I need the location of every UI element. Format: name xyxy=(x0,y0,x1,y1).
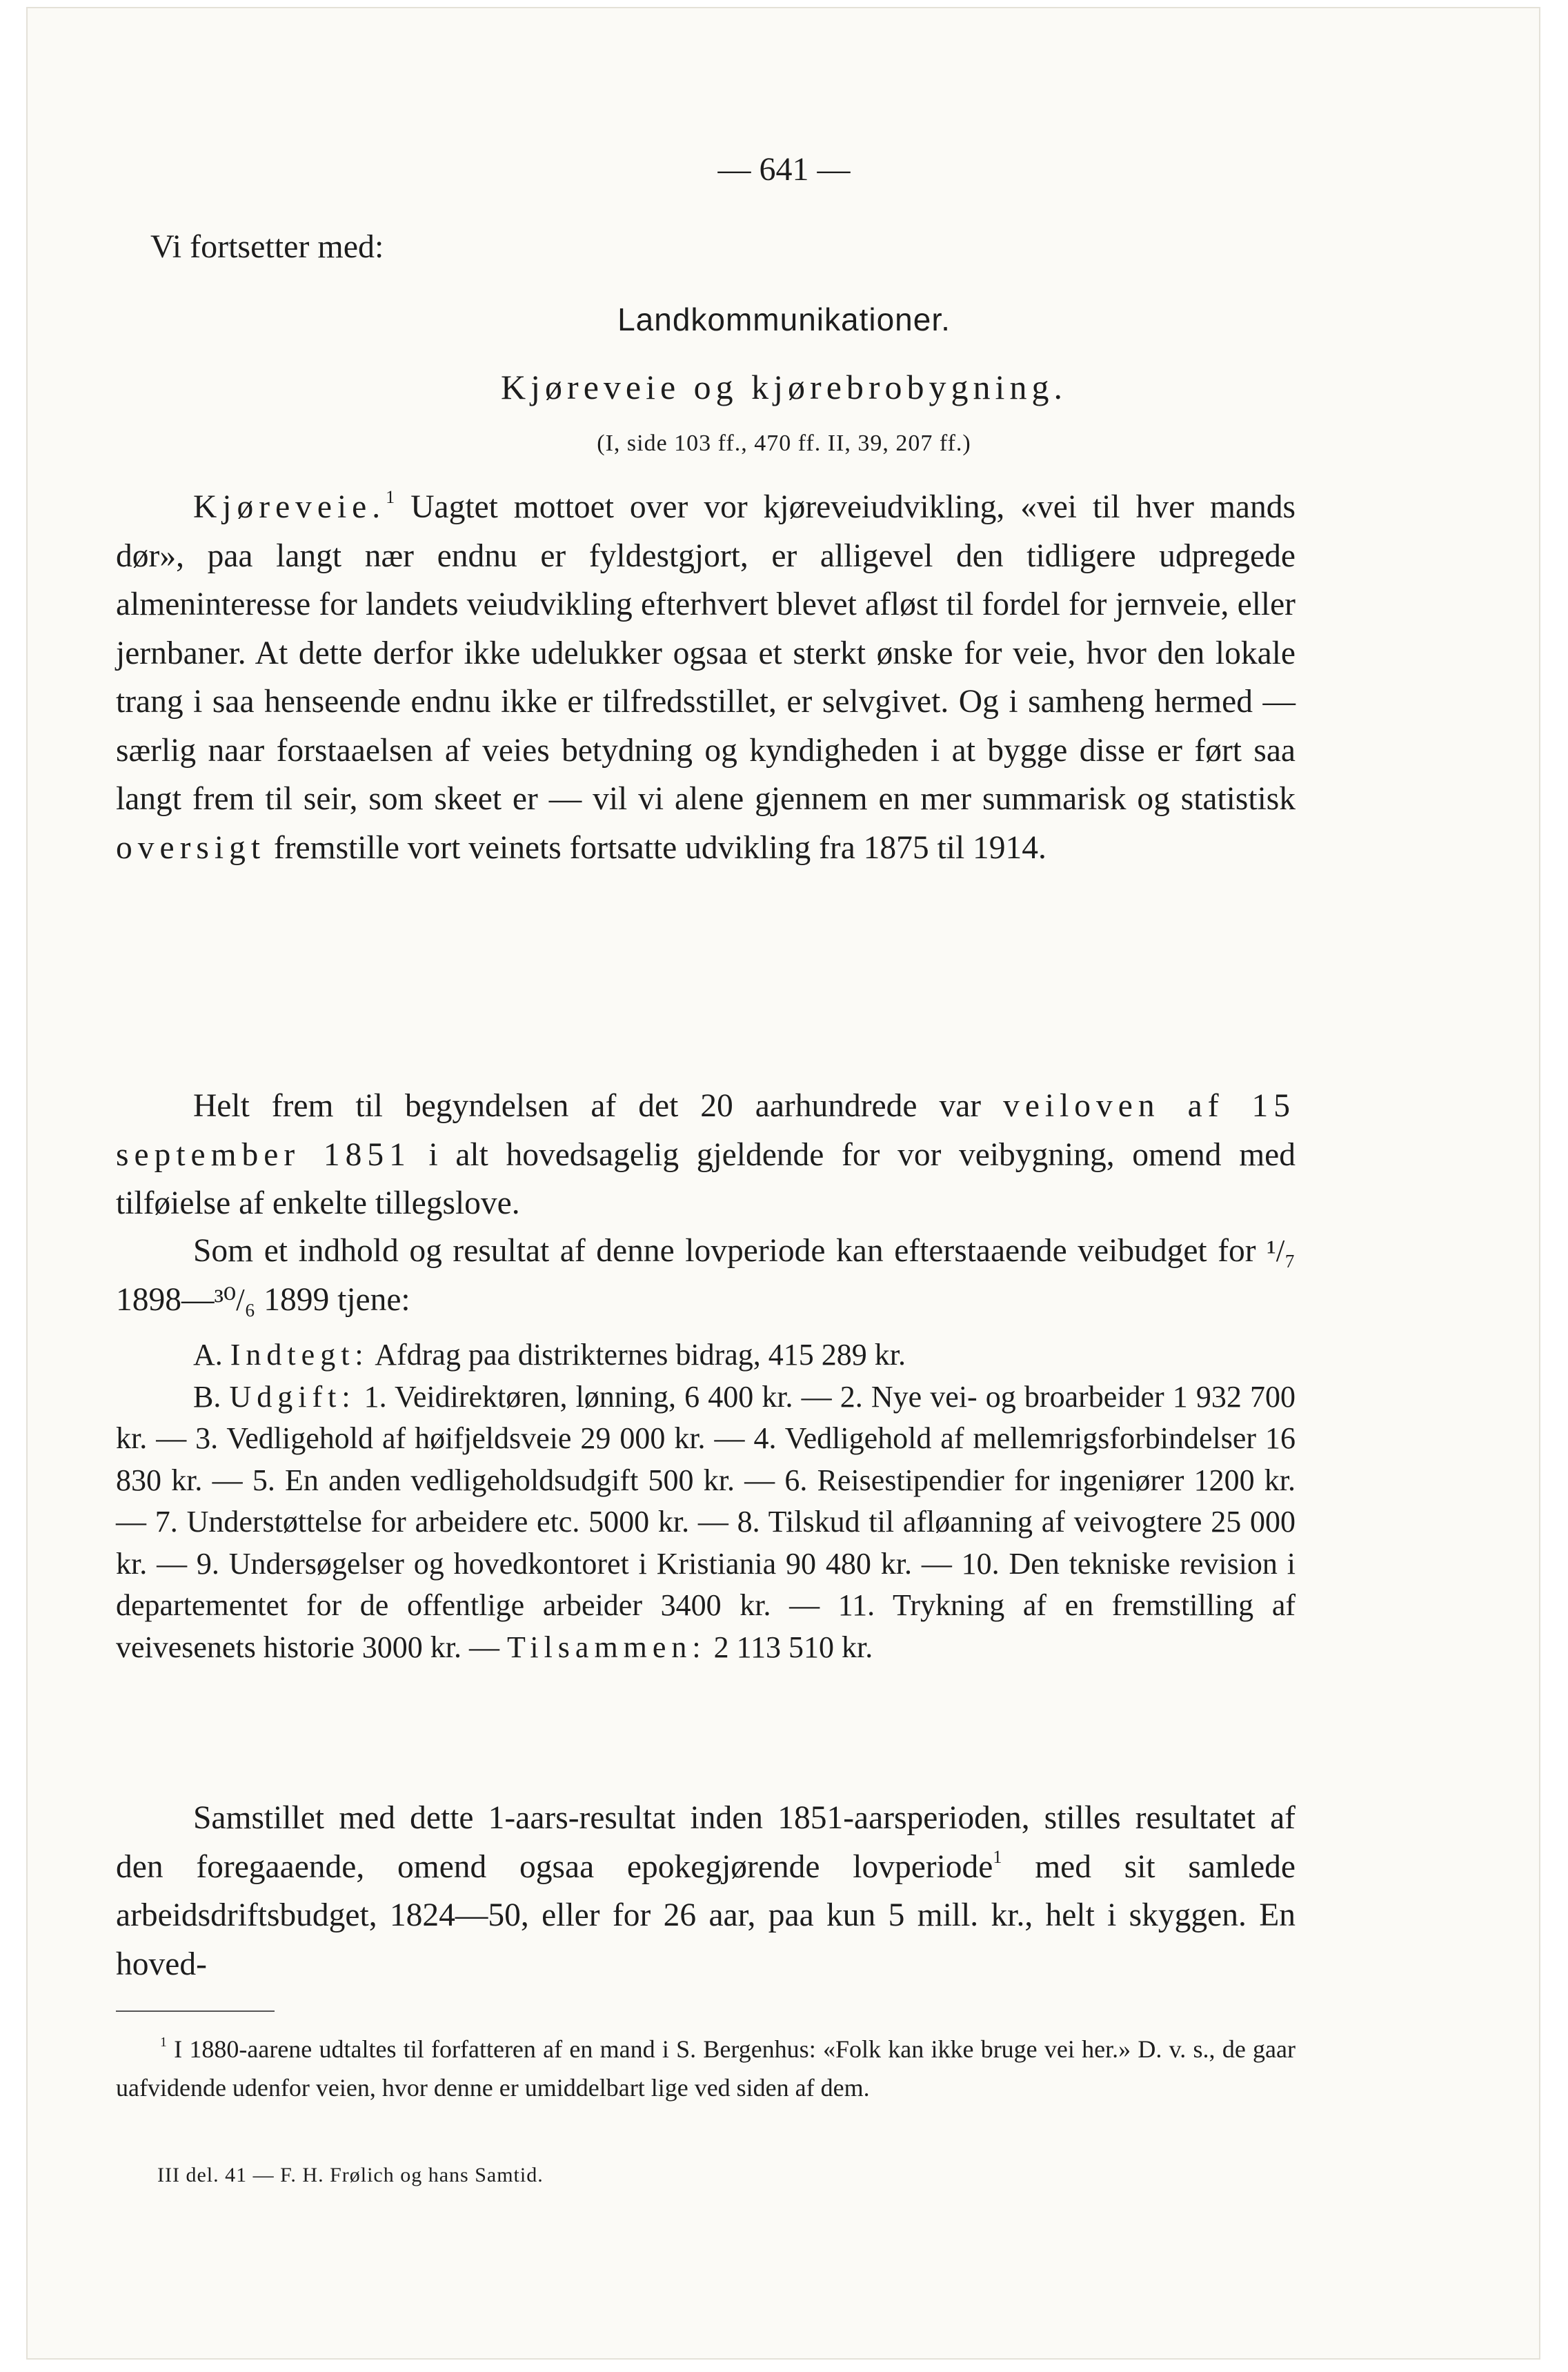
date-fraction-start: ¹/₇ xyxy=(1267,1234,1296,1268)
emphasized-word: oversigt xyxy=(116,829,266,866)
page-number: — 641 — xyxy=(717,151,851,188)
emphasized-law: veiloven af 15 september 1851 xyxy=(116,1088,1296,1173)
budget-expense-label: B. xyxy=(193,1379,230,1414)
budget-income-label: A. xyxy=(193,1338,230,1372)
sub-title: Kjøreveie og kjørebrobygning. xyxy=(501,368,1067,406)
paragraph-text: Helt frem til begyndelsen af det 20 aarhundrede var xyxy=(193,1088,1004,1124)
year-start: 1898— xyxy=(116,1281,215,1318)
paragraph-budget-intro xyxy=(116,1227,1296,1324)
footnote-text: I 1880-aarene udtaltes til forfatteren af en mand i S. Bergenhus: «Folk kan ikke bruge vei her.» D. v. s., de gaar uafvidende udenfor veien, hvor denne er umiddelbart lige ved siden af dem. xyxy=(116,2035,1296,2102)
budget-income-title: Indtegt: xyxy=(230,1338,369,1372)
paragraph-veiloven xyxy=(116,1082,1296,1228)
paragraph-text: Som et indhold og resultat af denne lovperiode kan efterstaaende veibudget for xyxy=(193,1233,1267,1269)
budget-expense-title: Udgift: xyxy=(229,1379,356,1414)
paragraph-tail: i alt hovedsagelig gjeldende for vor veibygning, omend med tilføielse af enkelte tillegslove. xyxy=(116,1136,1296,1221)
budget-expense-text: 1. Veidirektøren, lønning, 6 400 kr. — 2. Nye vei- og broarbeider 1 932 700 kr. — 3. Vedligehold af høifjeldsveie 29 000 kr. — 4. Vedligehold af mellemrigsforbindelser 16 830 kr. — 5. En anden vedligeholdsudgift 500 kr. — 6. Reisestipendier for ingeniører 1200 kr. — 7. Understøttelse for arbeidere etc. 5000 kr. — 8. Tilskud til afløanning af veivogtere 25 000 kr. — 9. Undersøgelser og hovedkontoret i Kristiania 90 480 kr. — 10. Den tekniske revision i departementet for de offentlige arbeider 3400 kr. — 11. Trykning af en fremstilling af veivesenets historie 3000 kr. — xyxy=(116,1379,1296,1664)
budget-list xyxy=(116,1334,1296,1668)
footnote xyxy=(116,2030,1296,2107)
footnote-number: 1 xyxy=(160,2035,167,2050)
date-fraction-end: ³⁰/₆ xyxy=(214,1282,256,1317)
budget-total-label: Tilsammen: xyxy=(507,1630,706,1664)
reference-line: (I, side 103 ff., 470 ff. II, 39, 207 ff.) xyxy=(597,431,971,456)
paragraph-tail: med sit samlede arbeidsdriftsbudget, 1824—50, eller for 26 aar, paa kun 5 mill. kr., helt i skyggen. En hoved- xyxy=(116,1848,1296,1982)
paragraph-kjoreveie xyxy=(116,483,1296,872)
budget-total-value: 2 113 510 kr. xyxy=(706,1630,873,1664)
paragraph-text: Uagtet mottoet over vor kjøreveiudvikling, «vei til hver mands dør», paa langt nær endnu er fyldestgjort, er alligevel den tidligere udpregede almeninteresse for landets veiudvikling efterhvert blevet afløst til fordel for jernveie, eller jernbaner. At dette derfor ikke udelukker ogsaa et sterkt ønske for veie, hvor den lokale trang i saa henseende endnu ikke er tilfredsstillet, er selvgivet. Og i samheng hermed — særlig naar forstaaelsen af veies betydning og kyndigheden i at bygge disse er ført saa langt frem til seir, som skeet er — vil vi alene gjennem en mer summarisk og statistisk xyxy=(116,489,1296,817)
footnote-mark: 1 xyxy=(993,1846,1002,1867)
budget-expense xyxy=(116,1376,1296,1669)
section-title: Landkommunikationer. xyxy=(617,302,951,337)
paragraph-tail: fremstille vort veinets fortsatte udvikling fra 1875 til 1914. xyxy=(266,829,1046,866)
paragraph-lead: Kjøreveie. xyxy=(193,489,386,525)
year-end: 1899 tjene: xyxy=(255,1281,410,1318)
budget-income-text: Afdrag paa distrikternes bidrag, 415 289 kr. xyxy=(368,1338,906,1372)
budget-income xyxy=(116,1334,1296,1376)
footnote-mark: 1 xyxy=(386,487,395,508)
signature-line: III del. 41 — F. H. Frølich og hans Samtid. xyxy=(157,2164,544,2186)
footnote-divider xyxy=(116,2010,275,2012)
paragraph-text: Samstillet med dette 1-aars-resultat inden 1851-aarsperioden, stilles resultatet af den foregaaende, omend ogsaa epokegjørende lovperiode xyxy=(116,1800,1296,1885)
intro-line: Vi fortsetter med: xyxy=(150,228,384,265)
paragraph-samstillet xyxy=(116,1794,1296,1988)
